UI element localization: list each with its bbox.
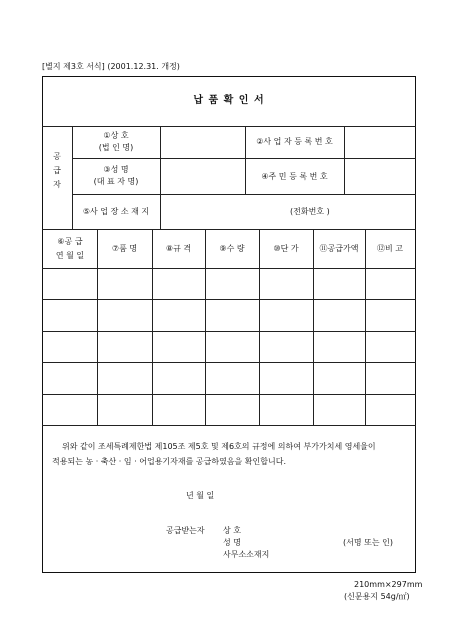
resident-reg-number-label: ④주 민 등 록 번 호 [261,172,328,181]
corporation-name-label: (법 인 명) [98,143,134,152]
form-reference: [별지 제3호 서식] (2001.12.31. 개정) [42,62,180,71]
signature-label: (서명 또는 인) [343,538,393,547]
date-line: 년 월 일 [186,491,215,500]
divider [72,194,416,195]
paper-size: 210mm×297mm [354,580,423,589]
representative-name-field[interactable] [162,160,243,192]
divider [72,158,416,159]
col-remarks-header: ⑫비 고 [377,244,403,253]
col-supply-date-header: ⑥공 급 [57,237,83,246]
divider [344,126,345,194]
col-supply-date-header-sub: 연 월 일 [55,251,85,260]
divider [42,425,416,426]
table-row[interactable] [43,332,415,361]
divider [42,229,416,230]
phone-label: (전화번호 ) [290,207,330,216]
paper-spec: (신문용지 54g/㎡) [344,592,410,601]
date-field[interactable] [180,488,300,504]
divider [72,126,73,229]
table-row[interactable] [43,363,415,393]
divider [160,126,161,229]
supplier-label: 공 급 자 [53,152,61,189]
form-title: 납 품 확 인 서 [193,95,265,106]
statement-text: 위와 같이 조세특례제한법 제105조 제5호 및 제6호의 규정에 의하여 부가가치세 영세율이 [62,442,376,451]
col-supply-value-header: ⑪공급가액 [319,244,359,253]
business-reg-number-label: ②사 업 자 등 록 번 호 [256,137,333,146]
table-row[interactable] [43,395,415,424]
divider [42,126,416,127]
receiver-info-field[interactable] [280,523,410,563]
col-spec-header: ⑧규 격 [165,244,192,253]
receiver-company-label: 상 호 [223,526,241,535]
business-reg-number-field[interactable] [346,128,414,156]
col-item-header: ⑦품 명 [111,244,138,253]
statement-text-cont: 적용되는 농 · 축산 · 임 · 어업용기자재를 공급하였음을 확인합니다. [52,457,286,466]
representative-name-label: (대 표 자 명) [93,177,139,186]
table-row[interactable] [43,269,415,298]
receiver-name-label: 성 명 [223,538,241,547]
receiver-address-label: 사무소소재지 [223,550,270,559]
table-row[interactable] [43,300,415,330]
resident-reg-number-field[interactable] [346,160,414,192]
company-name-label: ①상 호 [103,131,129,140]
business-address-label: ⑤사 업 장 소 재 지 [82,207,150,216]
col-qty-header: ⑨수 량 [219,244,245,253]
company-name-field[interactable] [162,128,243,156]
col-unit-price-header: ⑩단 가 [273,244,299,253]
receiver-label: 공급받는자 [166,526,205,535]
business-address-field[interactable] [162,196,414,227]
name-label: ③성 명 [103,165,129,174]
